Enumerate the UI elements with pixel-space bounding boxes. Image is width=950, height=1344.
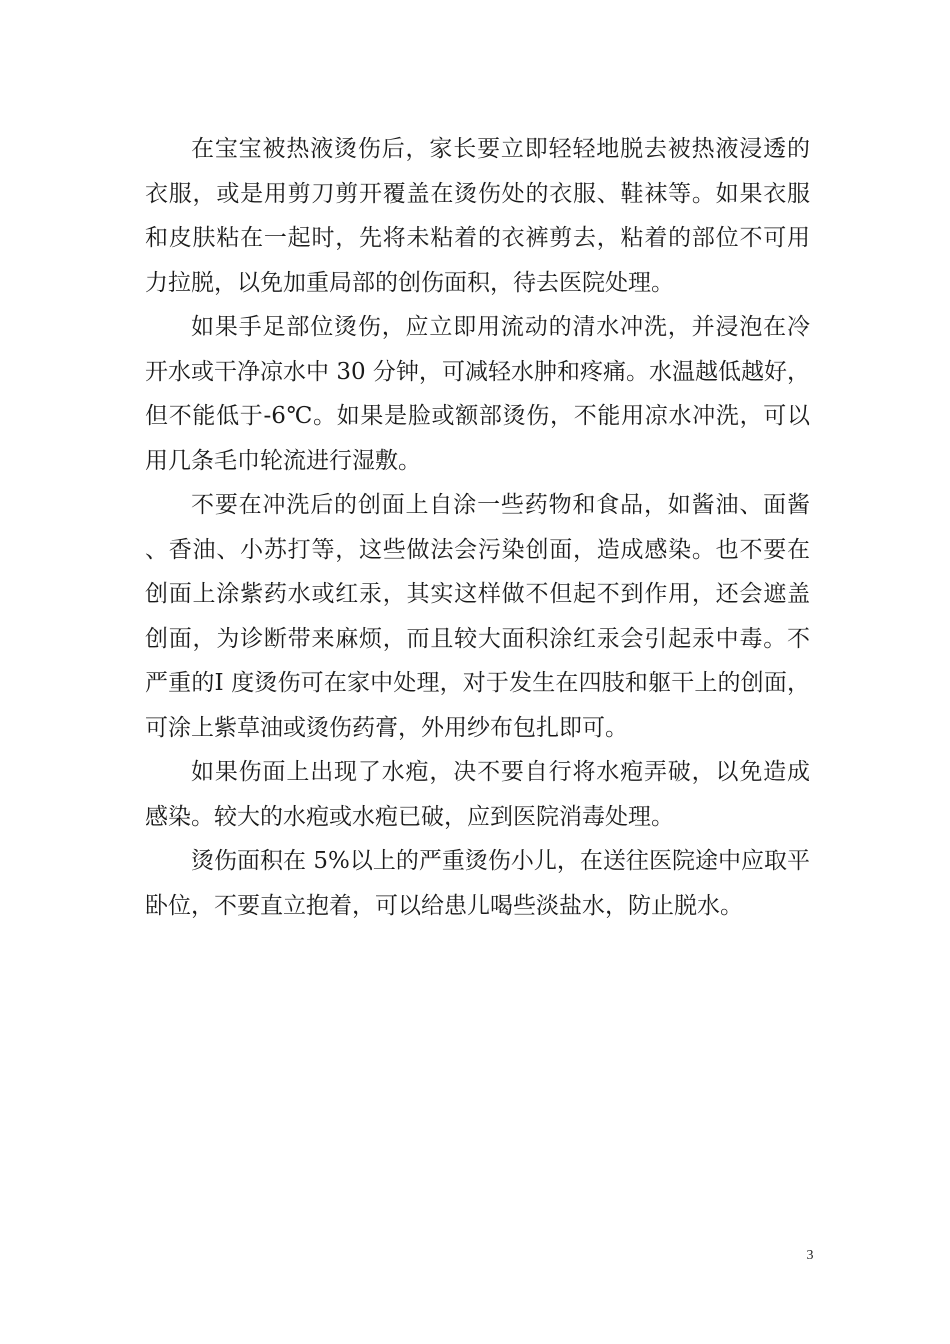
paragraph-no-home-remedies: 不要在冲洗后的创面上自涂一些药物和食品，如酱油、面酱、香油、小苏打等，这些做法会污染创面，造成感染。也不要在创面上涂紫药水或红汞，其实这样做不但起不到作用，还会遮盖创面，为诊断带来麻烦，而且较大面积涂红汞会引起汞中毒。不严重的Ⅰ 度烫伤可在家中处理，对于发生在四肢和躯干上的创面，可涂上紫草油或烫伤药膏，外用纱布包扎即可。 [145, 492, 810, 741]
body-text [145, 127, 810, 928]
paragraph-cold-water: 如果手足部位烫伤，应立即用流动的清水冲洗，并浸泡在冷开水或干净凉水中 30 分钟，可减轻水肿和疼痛。水温越低越好，但不能低于-6℃。如果是脸或额部烫伤，不能用凉水冲洗，可以用几条毛巾轮流进行湿敷。 [145, 314, 810, 474]
paragraph-remove-clothing: 在宝宝被热液烫伤后，家长要立即轻轻地脱去被热液浸透的衣服，或是用剪刀剪开覆盖在烫伤处的衣服、鞋袜等。如果衣服和皮肤粘在一起时，先将未粘着的衣裤剪去，粘着的部位不可用力拉脱，以免加重局部的创伤面积，待去医院处理。 [145, 136, 810, 296]
page-number: 3 [806, 1248, 814, 1263]
paragraph-blisters: 如果伤面上出现了水疱，决不要自行将水疱弄破，以免造成感染。较大的水疱或水疱已破，应到医院消毒处理。 [145, 759, 810, 830]
paragraph-severe-burns: 烫伤面积在 5%以上的严重烫伤小儿，在送往医院途中应取平卧位，不要直立抱着，可以给患儿喝些淡盐水，防止脱水。 [145, 848, 810, 919]
